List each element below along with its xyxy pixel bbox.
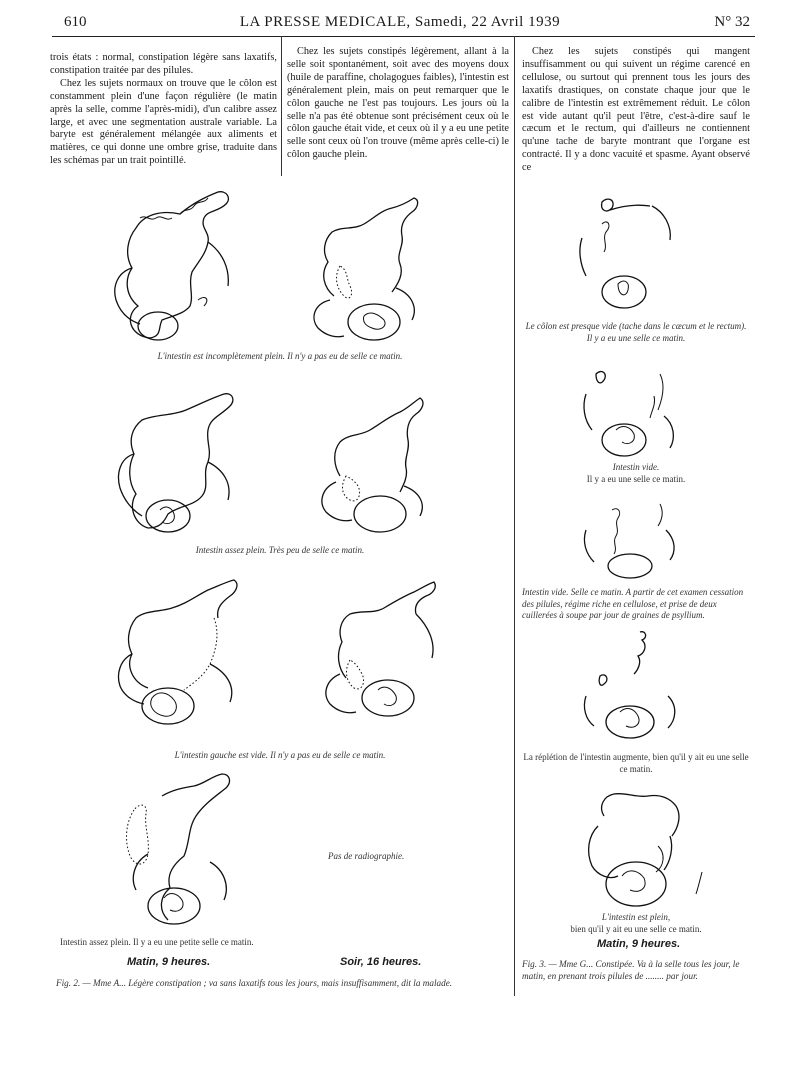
- colon-drawing-morning-2: [112, 388, 252, 538]
- figure-3-legend: Fig. 3. — Mme G... Constipée. Va à la selle tous les jour, le matin, en prenant trois pilules de ........ par jour.: [522, 959, 740, 981]
- fig3-caption-2a: Intestin vide.: [612, 462, 660, 472]
- colon-drawing-evening-1: [300, 196, 440, 346]
- caption-row-3: L'intestin gauche est vide. Il n'y a pas eu de selle ce matin.: [174, 750, 386, 760]
- text-column-3: [522, 46, 750, 175]
- label-evening-16h: Soir, 16 heures.: [340, 956, 422, 968]
- paragraph: Chez les sujets constipés qui mangent insuffisamment ou qui suivent un régime carencé en cellulose, ou surtout qui prennent tous les jours des laxatifs drastiques, on constate chaque jour que le calibre de l'intestin est extrêmement réduit. Le côlon est vide autant qu'il peut l'être, c'est-à-dire sauf le cæcum et le rectum, qui d'ailleurs ne contiennent qu'une tache de baryte montrant que l'organe est contracté. Il y a donc vacuité et spasme. Ayant observé ce: [522, 46, 750, 174]
- caption-row-2: Intestin assez plein. Très peu de selle ce matin.: [195, 545, 365, 555]
- colon-drawing-evening-3: [312, 578, 452, 728]
- fig3-caption-3: Intestin vide. Selle ce matin. A partir de cet examen cessation des pilules, régime riche en cellulose, et prise de deux cuillerées à soupe par jour de graines de psyllium.: [522, 587, 744, 620]
- caption-row-1: L'intestin est incomplètement plein. Il n'y a pas eu de selle ce matin.: [157, 351, 403, 361]
- fig3-caption-2b: Il y a eu une selle ce matin.: [586, 474, 686, 484]
- fig3-label-morning: Matin, 9 heures.: [597, 938, 681, 950]
- colon-drawing-morning-4: [112, 770, 252, 930]
- text-column-2: [287, 46, 509, 162]
- caption-row-4: Intestin assez plein. Il y a eu une petite selle ce matin.: [60, 937, 254, 947]
- paragraph: Chez les sujets constipés légèrement, allant à la selle soit spontanément, soit avec des moyens doux (huile de paraffine, cholagogues faibles), l'intestin est généralement plein, mais on peut remarquer que le côlon gauche ne l'est pas toujours. Les jours où la selle n'a pas été obtenue sont précisément ceux où le côlon gauche était vide, et ceux où il y a eu une petite selle sont ceux où l'on trouve (même après celle-ci) le côlon gauche plein.: [287, 46, 509, 161]
- colon-drawing-fig3-3: [576, 500, 686, 580]
- paragraph: trois états : normal, constipation légère sans laxatifs, constipation traitée par des pilules.: [50, 52, 277, 76]
- colon-drawing-fig3-1: [572, 192, 682, 312]
- column-divider-2: [514, 36, 515, 996]
- paragraph: Chez les sujets normaux on trouve que le côlon est constamment plein d'une façon régulière (le matin après la selle, comme l'après-midi), d'un calibre assez large, et avec une segmentation australe variable. La baryte est généralement mélangée aux aliments et matières, ce qui donne une ombre grise, traduite dans les schémas par un trait pointillé.: [50, 77, 277, 167]
- text-column-1: [50, 52, 277, 168]
- label-morning-9h: Matin, 9 heures.: [127, 956, 211, 968]
- figure-2-legend: Fig. 2. — Mme A... Légère constipation ; va sans laxatifs tous les jours, mais insuffisamment, dit la malade.: [56, 978, 453, 988]
- fig3-caption-4: La réplétion de l'intestin augmente, bien qu'il y ait eu une selle ce matin.: [523, 752, 749, 774]
- page-number: 610: [64, 14, 87, 30]
- colon-drawing-fig3-5: [570, 776, 720, 916]
- colon-drawing-evening-2: [310, 396, 450, 536]
- column-divider-1: [281, 36, 282, 176]
- no-radiography-note: Pas de radiographie.: [328, 851, 405, 861]
- colon-drawing-fig3-4: [576, 626, 686, 746]
- fig3-caption-5b: bien qu'il y ait eu une selle ce matin.: [570, 924, 702, 934]
- colon-drawing-morning-3: [112, 578, 262, 738]
- header-rule: [52, 36, 755, 37]
- colon-drawing-fig3-2: [576, 366, 686, 466]
- fig3-caption-1: Le côlon est presque vide (tache dans le cæcum et le rectum). Il y a eu une selle ce matin.: [525, 321, 747, 343]
- issue-number: N° 32: [714, 14, 750, 30]
- journal-masthead: LA PRESSE MEDICALE, Samedi, 22 Avril 1939: [239, 14, 561, 30]
- colon-drawing-morning-1: [110, 188, 250, 348]
- fig3-caption-5a: L'intestin est plein,: [601, 912, 671, 922]
